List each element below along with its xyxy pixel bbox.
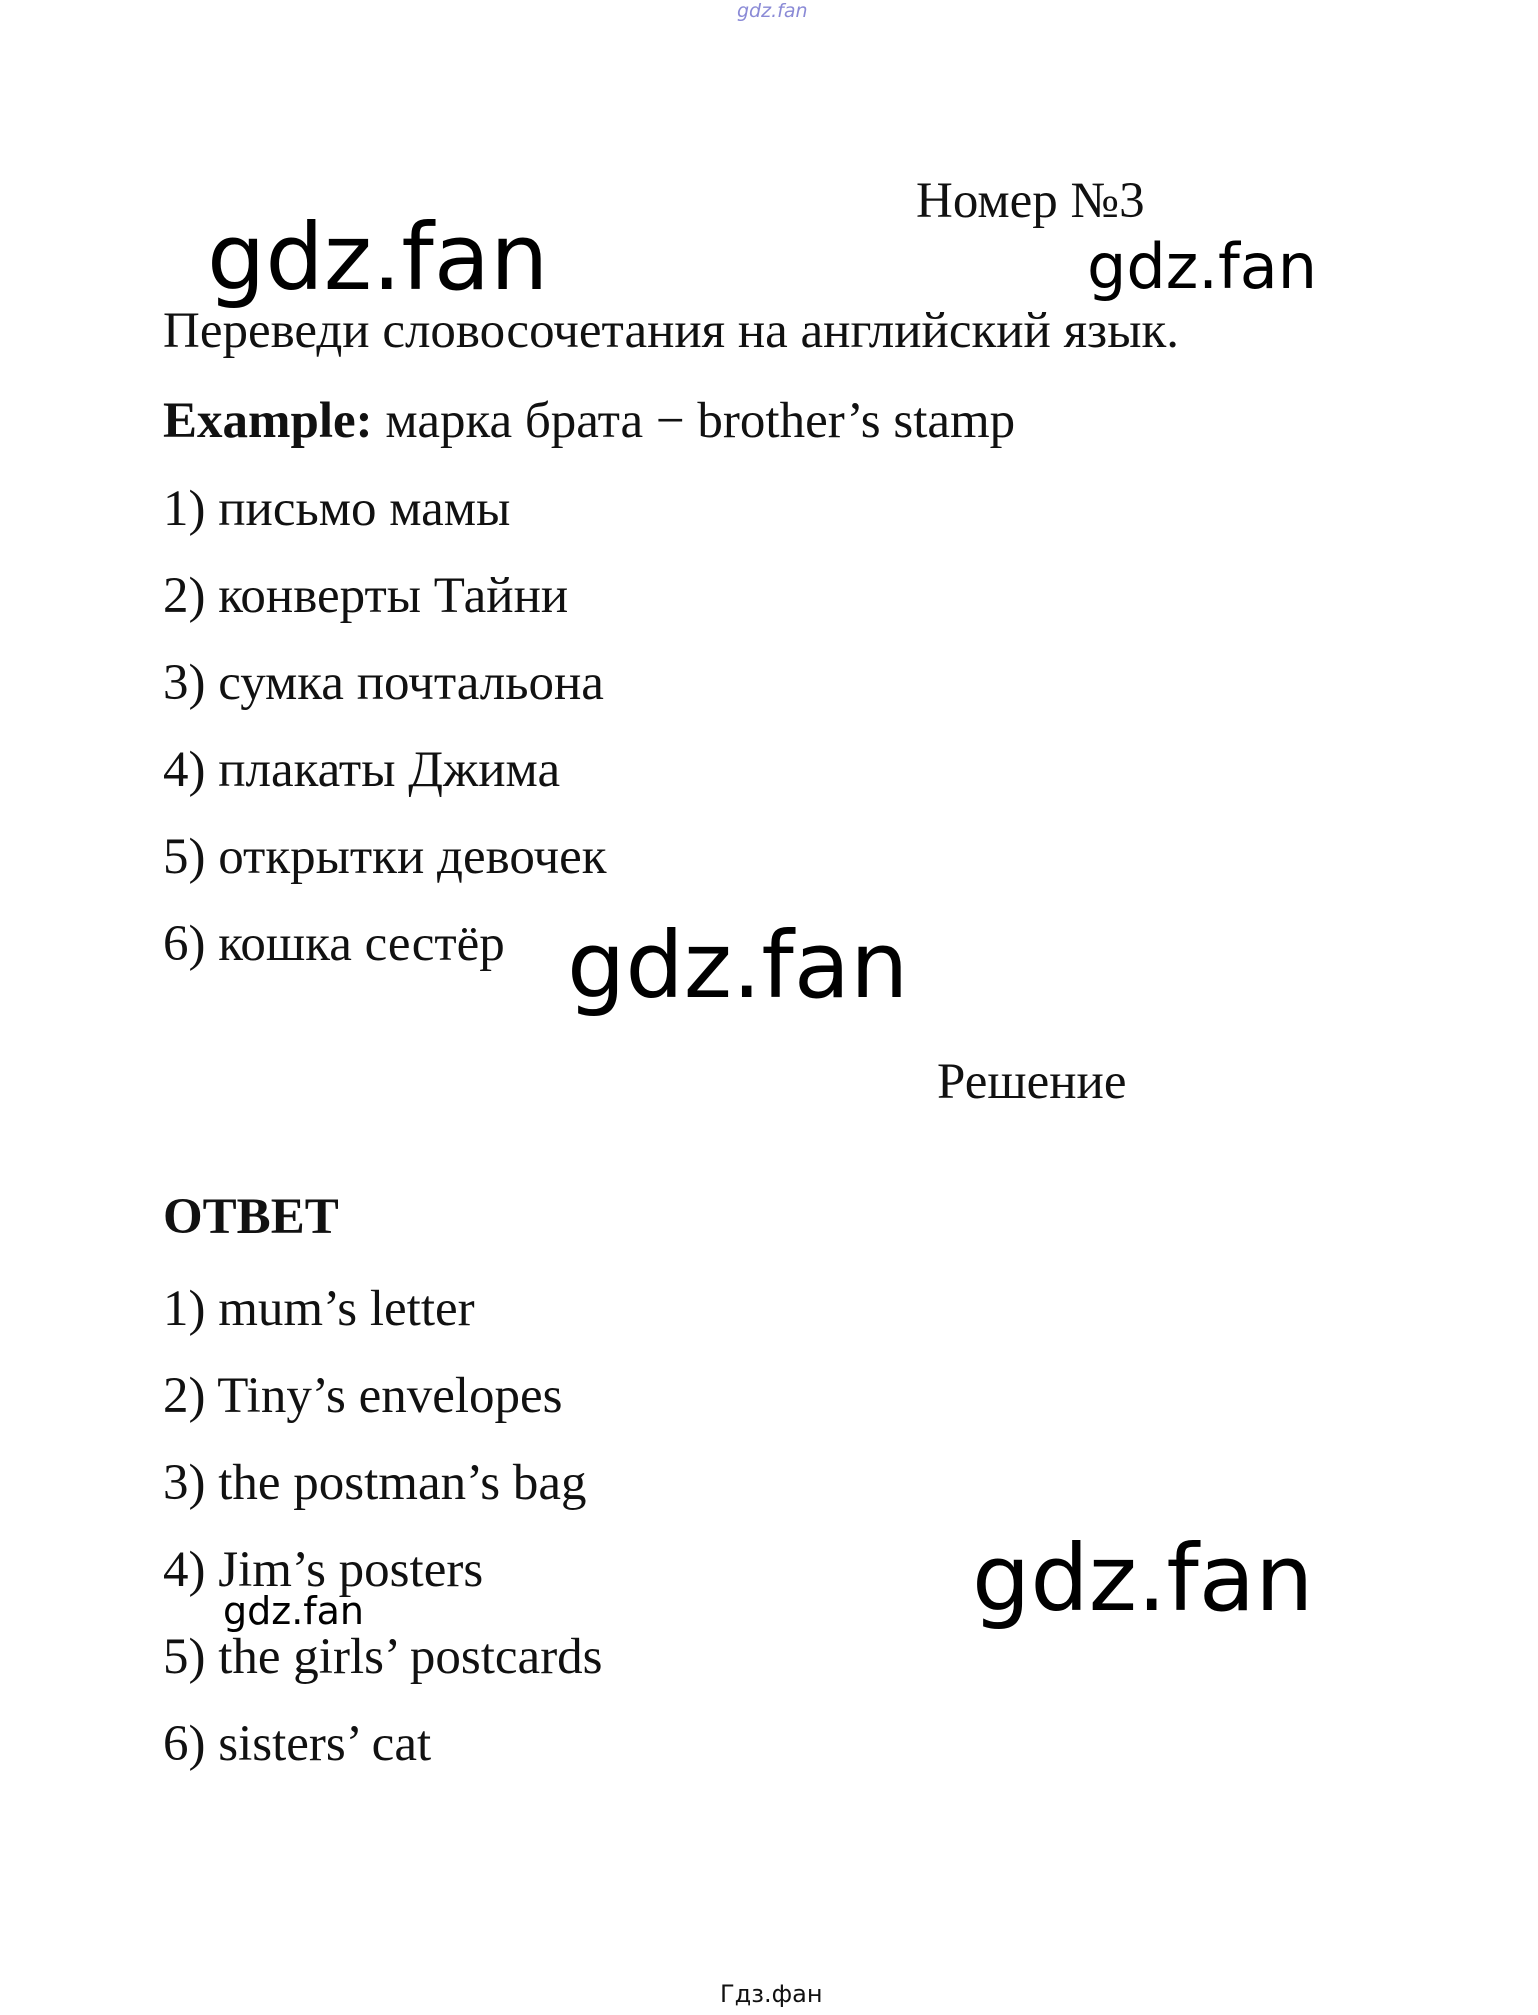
question-item: 2) конверты Тайни	[163, 568, 569, 624]
watermark-large-left: gdz.fan	[207, 204, 549, 311]
watermark-medium-right: gdz.fan	[1087, 230, 1318, 303]
watermark-center: gdz.fan	[567, 912, 909, 1019]
question-list	[163, 466, 607, 988]
example-text: марка брата − brother’s stamp	[372, 393, 1016, 449]
answer-list	[163, 1266, 603, 1788]
question-item: 5) открытки девочек	[163, 829, 607, 885]
answer-item: 5) the girls’ postcards	[163, 1629, 603, 1685]
footer-text: Гдз.фан	[720, 1980, 823, 2008]
question-item: 3) сумка почтальона	[163, 655, 604, 711]
task-instruction: Переведи словосочетания на английский язык.	[163, 303, 1179, 359]
question-item: 4) плакаты Джима	[163, 742, 561, 798]
example-line	[163, 392, 1015, 450]
watermark-small-left: gdz.fan	[223, 1589, 365, 1633]
answer-item: 2) Tiny’s envelopes	[163, 1368, 563, 1424]
answer-item: 1) mum’s letter	[163, 1281, 475, 1337]
question-item: 6) кошка сестёр	[163, 916, 505, 972]
example-label: Example:	[163, 393, 373, 449]
question-item: 1) письмо мамы	[163, 481, 511, 537]
watermark-top: gdz.fan	[737, 0, 808, 22]
solution-label: Решение	[937, 1054, 1127, 1110]
answer-item: 6) sisters’ cat	[163, 1716, 432, 1772]
answer-heading: ОТВЕТ	[163, 1189, 339, 1245]
watermark-large-right: gdz.fan	[972, 1525, 1314, 1632]
answer-item: 3) the postman’s bag	[163, 1455, 587, 1511]
exercise-number: Номер №3	[916, 173, 1145, 229]
answer-item: 4) Jim’s posters	[163, 1542, 484, 1598]
